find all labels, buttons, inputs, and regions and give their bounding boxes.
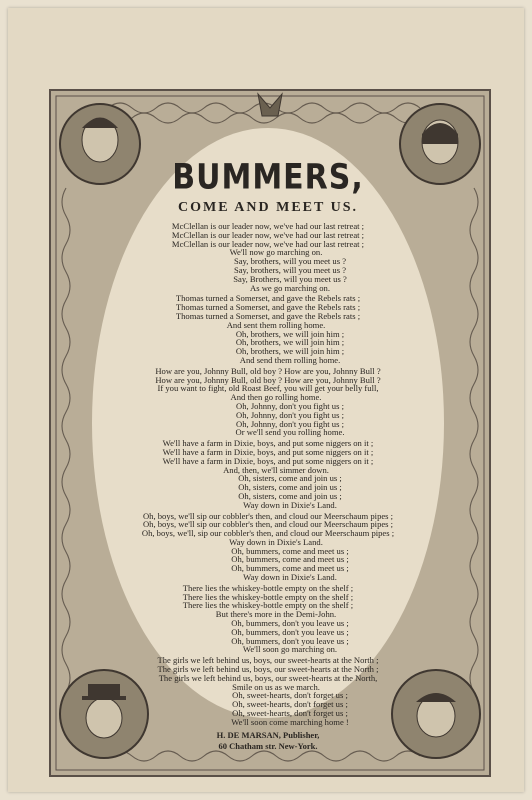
verse-line: And send them rolling home. <box>239 354 341 365</box>
verse-line: Smile on us as we march. <box>232 681 320 692</box>
verse-line: Oh, sisters, come and join us ; <box>238 473 342 484</box>
stanza <box>120 656 416 726</box>
verse-line: Oh, sweet-hearts, don't forget us ; <box>232 690 348 701</box>
stanza <box>120 222 416 292</box>
verse-line: If you want to fight, old Roast Beef, you will get your belly full, <box>157 383 379 394</box>
verse-line: Oh, brothers, we will join him ; <box>235 337 345 348</box>
verse-line: There lies the whiskey-bottle empty on the shelf ; <box>182 582 354 593</box>
verse-line: Say, brothers, will you meet us ? <box>233 256 347 267</box>
verse-line: Oh, Johnny, don't you fight us ; <box>236 400 344 411</box>
verse-line: Oh, sweet-hearts, don't forget us ; <box>232 699 348 710</box>
verse-line: Oh, bummers, come and meet us ; <box>231 563 349 574</box>
verse-line: We'll have a farm in Dixie, boys, and put some niggers on it ; <box>162 438 374 449</box>
verse-line: And sent them rolling home. <box>226 319 326 330</box>
verse-line: Oh, bummers, don't you leave us ; <box>231 635 349 646</box>
verse-line: As we go marching on. <box>250 282 330 293</box>
verse-line: Way down in Dixie's Land. <box>243 572 337 583</box>
verse-line: Way down in Dixie's Land. <box>229 536 323 547</box>
verse-line: We'll soon go marching on. <box>242 644 338 655</box>
verse-line: Oh, sisters, come and join us ; <box>238 482 342 493</box>
verse-line: Oh, sweet-hearts, don't forget us ; <box>232 708 348 719</box>
verse-line: We'll have a farm in Dixie, boys, and put some niggers on it ; <box>162 446 374 457</box>
verse-line: Oh, brothers, we will join him ; <box>235 346 345 357</box>
verse-line: And, then, we'll simmer down. <box>223 464 329 475</box>
verse-line: How are you, Johnny Bull, old boy ? How are you, Johnny Bull ? <box>155 374 381 385</box>
verse-line: Thomas turned a Somerset, and gave the Rebels rats ; <box>175 293 361 304</box>
verse-line: Say, brothers, will you meet us ? <box>233 264 347 275</box>
verse-line: Oh, bummers, don't you leave us ; <box>231 626 349 637</box>
publisher-address: 60 Chatham str. New-York. <box>218 741 318 751</box>
verse-line: Oh, boys, we'll sip our cobbler's then, and cloud our Meerschaum pipes ; <box>142 519 394 530</box>
verse-line: McClellan is our leader now, we've had our last retreat ; <box>171 221 365 231</box>
verse-line: Oh, bummers, come and meet us ; <box>231 545 349 556</box>
publisher-imprint <box>190 730 346 752</box>
verse-line: The girls we left behind us, boys, our sweet-hearts at the North ; <box>157 655 379 666</box>
verse-line: We'll soon come marching home ! <box>231 716 349 727</box>
verse-line: The girls we left behind us, boys, our sweet-hearts at the North, <box>158 672 378 683</box>
verse-line: McClellan is our leader now, we've had our last retreat ; <box>171 238 365 249</box>
verse-line: The girls we left behind us, boys, our sweet-hearts at the North ; <box>157 664 379 675</box>
song-subtitle: COME AND MEET US. <box>178 200 358 215</box>
verse-line: How are you, Johnny Bull, old boy ? How are you, Johnny Bull ? <box>155 365 381 376</box>
verse-line: Oh, boys, we'll sip our cobbler's then, and cloud our Meerschaum pipes ; <box>142 510 394 521</box>
publisher-name: H. DE MARSAN, Publisher, <box>216 730 320 740</box>
verse-line: Or we'll send you rolling home. <box>235 427 345 438</box>
verse-line: We'll now go marching on. <box>229 247 323 258</box>
verse-line: Oh, Johnny, don't you fight us ; <box>236 409 344 420</box>
stanza-list <box>120 222 416 727</box>
verse-line: But there's more in the Demi-John. <box>215 609 337 620</box>
verse-line: Oh, boys, we'll, sip our cobbler's then, and cloud our Meerschaum pipes ; <box>141 528 395 539</box>
stanza <box>120 512 416 582</box>
verse-line: We'll have a farm in Dixie, boys, and put some niggers on it ; <box>162 455 374 466</box>
verse-line: McClellan is our leader now, we've had our last retreat ; <box>171 229 365 240</box>
stanza <box>120 294 416 364</box>
verse-line: There lies the whiskey-bottle empty on the shelf ; <box>182 600 354 611</box>
verse-line: And then go rolling home. <box>230 392 322 403</box>
stanza <box>120 439 416 509</box>
verse-line: Oh, brothers, we will join him ; <box>235 328 345 339</box>
verse-line: Oh, sisters, come and join us ; <box>238 490 342 501</box>
verse-line: Oh, bummers, don't you leave us ; <box>231 618 349 629</box>
verse-line: There lies the whiskey-bottle empty on the shelf ; <box>182 591 354 602</box>
verse-line: Say, Brothers, will you meet us ? <box>233 273 347 284</box>
verse-line: Oh, Johnny, don't you fight us ; <box>236 418 344 429</box>
stanza <box>120 367 416 437</box>
song-title: BUMMERS, <box>172 157 364 198</box>
stanza <box>120 584 416 654</box>
verse-line: Thomas turned a Somerset, and gave the Rebels rats ; <box>175 310 361 321</box>
verse-line: Way down in Dixie's Land. <box>243 499 337 510</box>
song-block <box>120 150 416 729</box>
verse-line: Thomas turned a Somerset, and gave the Rebels rats ; <box>175 302 361 313</box>
verse-line: Oh, bummers, come and meet us ; <box>231 554 349 565</box>
